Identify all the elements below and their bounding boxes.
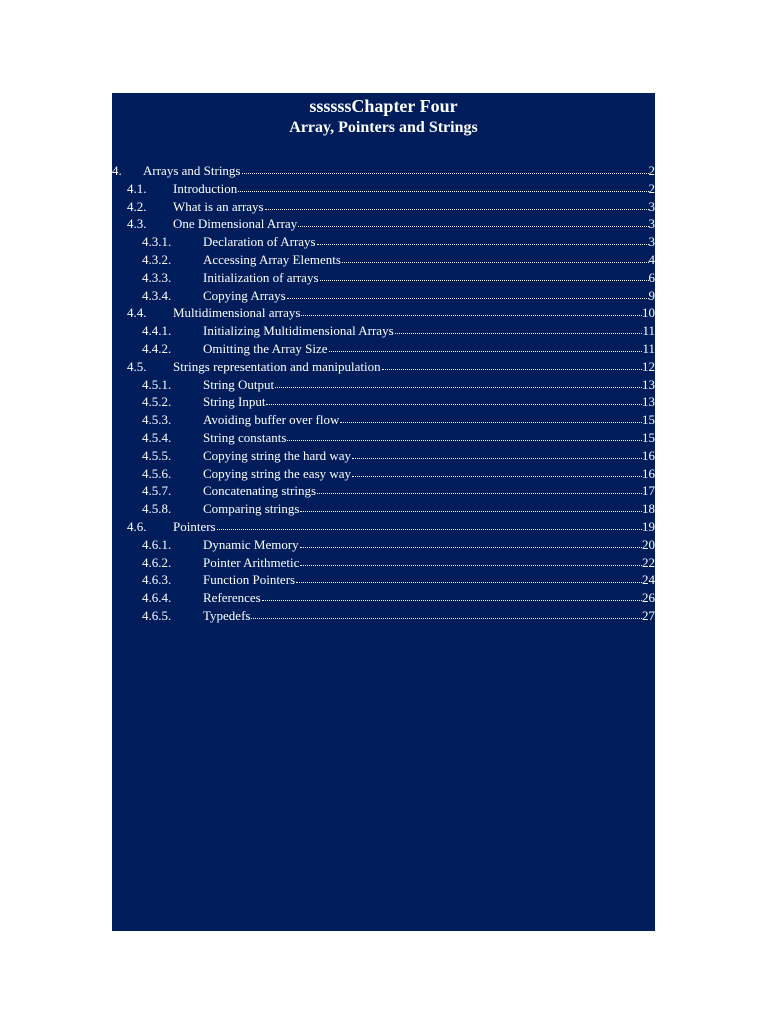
toc-entry[interactable] bbox=[112, 269, 655, 287]
toc-entry[interactable] bbox=[112, 447, 655, 465]
toc-entry-number: 4.5.8. bbox=[142, 501, 172, 517]
toc-entry-title: String Input bbox=[203, 394, 266, 410]
toc-dot-leader bbox=[265, 198, 649, 210]
toc-entry[interactable] bbox=[112, 322, 655, 340]
toc-entry-title: String Output bbox=[203, 376, 275, 392]
toc-entry-page: 2 bbox=[648, 180, 655, 196]
toc-entry-title: Accessing Array Elements bbox=[203, 251, 341, 267]
toc-entry-number: 4.5.7. bbox=[142, 483, 172, 499]
toc-entry-page: 17 bbox=[642, 483, 655, 499]
toc-entry-number: 4.3.4. bbox=[142, 287, 172, 303]
chapter-subtitle: Array, Pointers and Strings bbox=[289, 119, 478, 136]
toc-entry-number: 4.5.6. bbox=[142, 465, 172, 481]
toc-dot-leader bbox=[287, 287, 649, 299]
toc-entry-title: Arrays and Strings bbox=[143, 163, 241, 178]
toc-entry-number: 4.5.4. bbox=[142, 429, 172, 445]
toc-entry-title: Dynamic Memory bbox=[203, 536, 299, 552]
toc-entry[interactable] bbox=[112, 198, 655, 216]
toc-entry-title: What is an arrays bbox=[173, 198, 264, 214]
toc-entry-page: 3 bbox=[648, 234, 655, 250]
toc-dot-leader bbox=[342, 251, 649, 263]
toc-entry-page: 15 bbox=[642, 429, 655, 445]
toc-dot-leader bbox=[298, 215, 648, 227]
toc-dot-leader bbox=[300, 554, 642, 566]
toc-dot-leader bbox=[382, 358, 642, 370]
toc-entry[interactable] bbox=[112, 589, 655, 607]
toc-entry-number: 4.5. bbox=[127, 358, 147, 374]
toc-entry-page: 3 bbox=[648, 216, 655, 232]
toc-entry[interactable] bbox=[112, 482, 655, 500]
toc-entry-number: 4.6.2. bbox=[142, 554, 172, 570]
toc-entry-number: 4.6.4. bbox=[142, 590, 172, 606]
toc-dot-leader bbox=[300, 500, 642, 512]
toc-entry-number: 4.5.5. bbox=[142, 447, 172, 463]
toc-entry[interactable] bbox=[112, 571, 655, 589]
toc-entry-number: 4.4. bbox=[127, 305, 147, 321]
toc-entry-page: 11 bbox=[642, 323, 655, 339]
toc-entry[interactable] bbox=[112, 304, 655, 322]
toc-entry-page: 4 bbox=[648, 251, 655, 267]
toc-entry-number: 4.3. bbox=[127, 216, 147, 232]
toc-entry-title: Copying string the easy way bbox=[203, 465, 352, 481]
toc-entry[interactable] bbox=[112, 180, 655, 198]
toc-dot-leader bbox=[217, 518, 642, 530]
toc-entry-page: 22 bbox=[642, 554, 655, 570]
toc-entry-page: 9 bbox=[648, 287, 655, 303]
toc-entry-page: 11 bbox=[642, 340, 655, 356]
toc-entry-number: 4.2. bbox=[127, 198, 147, 214]
toc-entry-title: Introduction bbox=[173, 180, 238, 196]
toc-entry-page: 26 bbox=[642, 590, 655, 606]
toc-dot-leader bbox=[395, 322, 643, 334]
toc-entry-number: 4.1. bbox=[127, 180, 147, 196]
toc-entry-page: 16 bbox=[642, 447, 655, 463]
toc-entry[interactable] bbox=[112, 429, 655, 447]
toc-entry-number: 4.5.3. bbox=[142, 412, 172, 428]
document-page bbox=[112, 93, 655, 931]
toc-entry-page: 15 bbox=[642, 412, 655, 428]
chapter-title: ssssssChapter Four bbox=[309, 96, 458, 116]
toc-entry[interactable] bbox=[112, 340, 655, 358]
toc-dot-leader bbox=[251, 607, 642, 619]
toc-entry-title: References bbox=[203, 590, 261, 606]
toc-entry[interactable] bbox=[112, 287, 655, 305]
toc-entry-title: One Dimensional Array bbox=[173, 216, 298, 232]
toc-entry-page: 24 bbox=[642, 572, 655, 588]
toc-entry-page: 27 bbox=[642, 607, 655, 623]
toc-entry-number: 4.3.3. bbox=[142, 269, 172, 285]
toc-entry-title: Concatenating strings bbox=[203, 483, 317, 499]
toc-entry-number: 4.6. bbox=[127, 518, 147, 534]
toc-entry-title: Initialization of arrays bbox=[203, 269, 319, 285]
toc-dot-leader bbox=[352, 465, 642, 477]
toc-entry-number: 4.5.1. bbox=[142, 376, 172, 392]
toc-dot-leader bbox=[296, 571, 642, 583]
toc-entry-page: 10 bbox=[642, 305, 655, 321]
toc-dot-leader bbox=[266, 393, 642, 405]
toc-entry-title: Strings representation and manipulation bbox=[173, 358, 381, 374]
toc-entry[interactable] bbox=[112, 554, 655, 572]
toc-entry-title: Pointers bbox=[173, 518, 216, 534]
toc-entry-number: 4.3.2. bbox=[142, 251, 172, 267]
toc-dot-leader bbox=[287, 429, 642, 441]
toc-dot-leader bbox=[275, 376, 642, 388]
toc-entry-page: 16 bbox=[642, 465, 655, 481]
toc-entry[interactable] bbox=[112, 411, 655, 429]
toc-entry[interactable] bbox=[112, 465, 655, 483]
toc-entry-title: Comparing strings bbox=[203, 501, 300, 517]
toc-entry-title: Avoiding buffer over flow bbox=[203, 412, 340, 428]
toc-entry-page: 6 bbox=[648, 269, 655, 285]
toc-dot-leader bbox=[329, 340, 643, 352]
toc-entry[interactable] bbox=[112, 376, 655, 394]
toc-entry-title: Initializing Multidimensional Arrays bbox=[203, 323, 394, 339]
toc-entry[interactable] bbox=[112, 358, 655, 376]
toc-entry[interactable] bbox=[112, 162, 655, 180]
toc-entry[interactable] bbox=[112, 233, 655, 251]
toc-dot-leader bbox=[317, 233, 649, 245]
table-of-contents bbox=[112, 162, 655, 625]
toc-entry-number: 4.5.2. bbox=[142, 394, 172, 410]
toc-entry[interactable] bbox=[112, 518, 655, 536]
toc-entry-page: 19 bbox=[642, 518, 655, 534]
toc-entry-title: Copying Arrays bbox=[203, 287, 286, 303]
toc-entry[interactable] bbox=[112, 607, 655, 625]
toc-entry-number: 4.4.1. bbox=[142, 323, 172, 339]
toc-entry-number: 4.4.2. bbox=[142, 340, 172, 356]
toc-entry-page: 12 bbox=[642, 358, 655, 374]
toc-dot-leader bbox=[301, 304, 642, 316]
toc-entry-title: Typedefs bbox=[203, 607, 251, 623]
toc-dot-leader bbox=[300, 536, 642, 548]
toc-entry-title: Pointer Arithmetic bbox=[203, 554, 300, 570]
toc-entry[interactable] bbox=[112, 215, 655, 233]
toc-entry-title: Declaration of Arrays bbox=[203, 234, 316, 250]
toc-entry-number: 4.6.5. bbox=[142, 607, 172, 623]
toc-entry-number: 4.6.3. bbox=[142, 572, 172, 588]
toc-entry-page: 20 bbox=[642, 536, 655, 552]
toc-dot-leader bbox=[352, 447, 642, 459]
toc-entry-title: String constants bbox=[203, 429, 287, 445]
toc-entry-title: Omitting the Array Size bbox=[203, 340, 328, 356]
toc-entry-number: 4.6.1. bbox=[142, 536, 172, 552]
toc-entry[interactable] bbox=[112, 536, 655, 554]
toc-entry-title: Copying string the hard way bbox=[203, 447, 352, 463]
toc-entry-page: 3 bbox=[648, 198, 655, 214]
toc-entry-page: 13 bbox=[642, 376, 655, 392]
toc-entry[interactable] bbox=[112, 251, 655, 269]
toc-entry-number: 4. bbox=[112, 163, 122, 178]
toc-dot-leader bbox=[317, 482, 642, 494]
toc-dot-leader bbox=[320, 269, 649, 281]
toc-dot-leader bbox=[242, 162, 649, 174]
toc-entry-number: 4.3.1. bbox=[142, 234, 172, 250]
toc-dot-leader bbox=[238, 180, 648, 192]
toc-entry-page: 2 bbox=[648, 163, 655, 178]
toc-dot-leader bbox=[340, 411, 642, 423]
toc-entry-page: 13 bbox=[642, 394, 655, 410]
toc-entry-title: Function Pointers bbox=[203, 572, 296, 588]
toc-entry-page: 18 bbox=[642, 501, 655, 517]
toc-entry[interactable] bbox=[112, 500, 655, 518]
toc-entry[interactable] bbox=[112, 393, 655, 411]
toc-entry-title: Multidimensional arrays bbox=[173, 305, 301, 321]
toc-dot-leader bbox=[262, 589, 642, 601]
